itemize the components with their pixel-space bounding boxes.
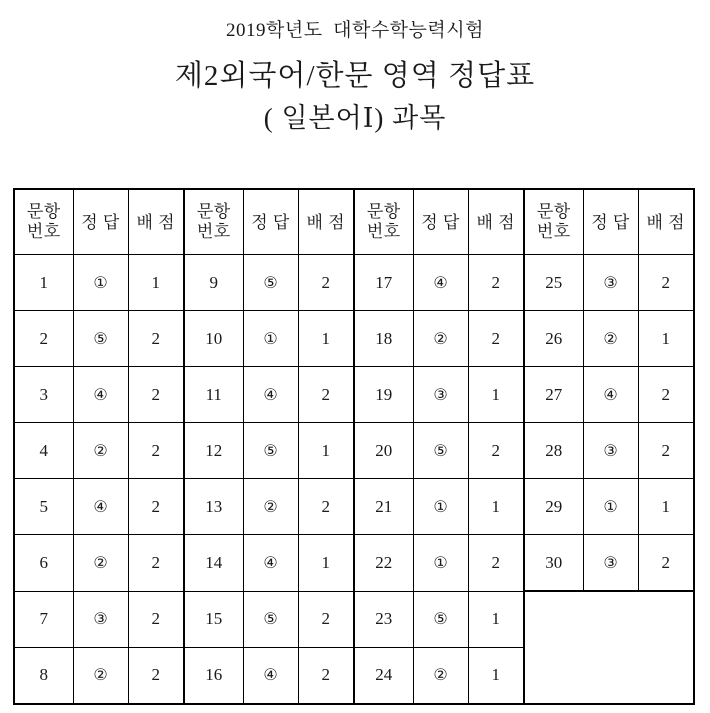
- header-question-no-line2: 번호: [196, 222, 231, 241]
- question-no-cell: 7: [14, 591, 73, 647]
- table-header: [14, 189, 694, 255]
- answer-cell: [583, 367, 638, 423]
- question-no-cell: 3: [14, 367, 73, 423]
- circled-answer: ④: [263, 667, 278, 684]
- points-cell: 1: [298, 535, 354, 592]
- circled-answer: ④: [93, 498, 108, 516]
- points-cell: 2: [128, 647, 184, 704]
- question-no-cell: 30: [524, 535, 583, 592]
- answer-cell: [583, 479, 638, 535]
- question-no-cell: 15: [184, 591, 243, 647]
- circled-answer: ②: [263, 498, 278, 516]
- header-points-3: 배 점: [468, 189, 524, 255]
- answer-cell: [583, 255, 638, 311]
- table-row: [14, 647, 694, 704]
- question-no-cell: 18: [354, 311, 413, 367]
- answer-cell: [73, 311, 128, 367]
- header-question-no-4: [524, 189, 583, 255]
- table-body: [14, 255, 694, 704]
- answer-cell: [413, 591, 468, 647]
- header-question-no-line1: 문항: [536, 202, 571, 221]
- question-no-cell: 16: [184, 647, 243, 704]
- header-question-no-line1: 문항: [196, 202, 231, 221]
- answer-cell: [243, 591, 298, 647]
- points-cell: 2: [468, 255, 524, 311]
- answer-cell: [73, 647, 128, 704]
- subject-area-title: 제2외국어/한문 영역 정답표: [174, 60, 536, 92]
- circled-answer: ②: [93, 442, 108, 460]
- points-cell: 2: [638, 423, 694, 479]
- header-question-no-1: [14, 189, 73, 255]
- points-cell: 2: [298, 367, 354, 423]
- points-cell: 2: [128, 591, 184, 647]
- question-no-cell: 6: [14, 535, 73, 592]
- circled-answer: ②: [93, 667, 108, 684]
- question-no-cell: 26: [524, 311, 583, 367]
- header-points-4: 배 점: [638, 189, 694, 255]
- question-no-cell: 17: [354, 255, 413, 311]
- question-no-cell: 4: [14, 423, 73, 479]
- points-cell: 2: [468, 423, 524, 479]
- page-heading: [0, 0, 710, 138]
- empty-cell: [524, 591, 583, 647]
- answer-cell: [413, 647, 468, 704]
- exam-year-title: 2019학년도 대학수학능력시험: [226, 20, 484, 41]
- points-cell: 2: [128, 479, 184, 535]
- circled-answer: ①: [433, 554, 448, 572]
- points-cell: 2: [468, 311, 524, 367]
- points-cell: 2: [128, 423, 184, 479]
- header-question-no-line1: 문항: [366, 202, 401, 221]
- circled-answer: ⑤: [433, 611, 448, 628]
- circled-answer: ①: [263, 330, 278, 348]
- answer-cell: [73, 591, 128, 647]
- answer-cell: [243, 647, 298, 704]
- header-points-2: 배 점: [298, 189, 354, 255]
- answer-cell: [413, 423, 468, 479]
- circled-answer: ⑤: [263, 611, 278, 628]
- answer-cell: [243, 367, 298, 423]
- answer-cell: [413, 255, 468, 311]
- circled-answer: ②: [433, 330, 448, 348]
- circled-answer: ④: [603, 386, 618, 404]
- circled-answer: ⑤: [263, 274, 278, 292]
- points-cell: 1: [638, 479, 694, 535]
- circled-answer: ①: [93, 274, 108, 292]
- answer-cell: [73, 423, 128, 479]
- empty-cell: [638, 591, 694, 647]
- question-no-cell: 5: [14, 479, 73, 535]
- empty-cell: [524, 647, 583, 704]
- points-cell: 2: [298, 647, 354, 704]
- points-cell: 1: [638, 311, 694, 367]
- header-question-no-3: [354, 189, 413, 255]
- circled-answer: ③: [603, 554, 618, 572]
- table-row: [14, 591, 694, 647]
- points-cell: 2: [638, 255, 694, 311]
- points-cell: 2: [468, 535, 524, 592]
- points-cell: 1: [468, 647, 524, 704]
- answer-cell: [413, 311, 468, 367]
- header-answer-1: 정 답: [73, 189, 128, 255]
- question-no-cell: 2: [14, 311, 73, 367]
- circled-answer: ③: [433, 386, 448, 404]
- answer-cell: [73, 535, 128, 592]
- circled-answer: ①: [603, 498, 618, 516]
- question-no-cell: 22: [354, 535, 413, 592]
- answer-cell: [583, 311, 638, 367]
- circled-answer: ④: [93, 386, 108, 404]
- question-no-cell: 24: [354, 647, 413, 704]
- header-question-no-line2: 번호: [366, 222, 401, 241]
- question-no-cell: 19: [354, 367, 413, 423]
- points-cell: 1: [468, 479, 524, 535]
- circled-answer: ②: [433, 667, 448, 684]
- empty-cell: [583, 647, 638, 704]
- circled-answer: ③: [603, 274, 618, 292]
- header-question-no-line1: 문항: [26, 202, 61, 221]
- points-cell: 2: [298, 479, 354, 535]
- circled-answer: ④: [433, 274, 448, 292]
- circled-answer: ④: [263, 386, 278, 404]
- empty-cell: [583, 591, 638, 647]
- question-no-cell: 12: [184, 423, 243, 479]
- circled-answer: ③: [93, 611, 108, 628]
- question-no-cell: 1: [14, 255, 73, 311]
- question-no-cell: 29: [524, 479, 583, 535]
- circled-answer: ②: [603, 330, 618, 348]
- answer-cell: [73, 367, 128, 423]
- circled-answer: ⑤: [93, 330, 108, 348]
- answer-key-table: [13, 188, 695, 705]
- table-row: [14, 535, 694, 592]
- question-no-cell: 21: [354, 479, 413, 535]
- answer-cell: [73, 255, 128, 311]
- table-row: [14, 479, 694, 535]
- points-cell: 2: [298, 255, 354, 311]
- course-title: ( 일본어Ⅰ) 과목: [263, 103, 447, 133]
- circled-answer: ①: [433, 498, 448, 516]
- header-question-no-line2: 번호: [536, 222, 571, 241]
- points-cell: 2: [128, 367, 184, 423]
- question-no-cell: 25: [524, 255, 583, 311]
- points-cell: 2: [298, 591, 354, 647]
- question-no-cell: 14: [184, 535, 243, 592]
- answer-cell: [243, 479, 298, 535]
- question-no-cell: 11: [184, 367, 243, 423]
- points-cell: 2: [128, 311, 184, 367]
- question-no-cell: 28: [524, 423, 583, 479]
- question-no-cell: 10: [184, 311, 243, 367]
- table-row: [14, 311, 694, 367]
- points-cell: 1: [128, 255, 184, 311]
- answer-cell: [413, 535, 468, 592]
- header-question-no-line2: 번호: [26, 222, 61, 241]
- answer-table-container: [13, 188, 693, 705]
- points-cell: 2: [638, 367, 694, 423]
- header-answer-2: 정 답: [243, 189, 298, 255]
- answer-cell: [73, 479, 128, 535]
- table-row: [14, 255, 694, 311]
- header-answer-4: 정 답: [583, 189, 638, 255]
- question-no-cell: 8: [14, 647, 73, 704]
- points-cell: 1: [298, 423, 354, 479]
- answer-cell: [243, 423, 298, 479]
- answer-cell: [243, 255, 298, 311]
- answer-cell: [413, 367, 468, 423]
- circled-answer: ③: [603, 442, 618, 460]
- table-row: [14, 367, 694, 423]
- points-cell: 2: [638, 535, 694, 592]
- header-question-no-2: [184, 189, 243, 255]
- header-row: [14, 189, 694, 255]
- answer-cell: [243, 311, 298, 367]
- question-no-cell: 23: [354, 591, 413, 647]
- circled-answer: ②: [93, 554, 108, 572]
- answer-cell: [583, 423, 638, 479]
- circled-answer: ④: [263, 554, 278, 572]
- question-no-cell: 20: [354, 423, 413, 479]
- points-cell: 1: [468, 591, 524, 647]
- circled-answer: ⑤: [263, 442, 278, 460]
- answer-cell: [243, 535, 298, 592]
- answer-cell: [583, 535, 638, 592]
- points-cell: 2: [128, 535, 184, 592]
- header-answer-3: 정 답: [413, 189, 468, 255]
- table-row: [14, 423, 694, 479]
- question-no-cell: 27: [524, 367, 583, 423]
- empty-cell: [638, 647, 694, 704]
- points-cell: 1: [298, 311, 354, 367]
- answer-cell: [413, 479, 468, 535]
- question-no-cell: 13: [184, 479, 243, 535]
- points-cell: 1: [468, 367, 524, 423]
- header-points-1: 배 점: [128, 189, 184, 255]
- question-no-cell: 9: [184, 255, 243, 311]
- circled-answer: ⑤: [433, 442, 448, 460]
